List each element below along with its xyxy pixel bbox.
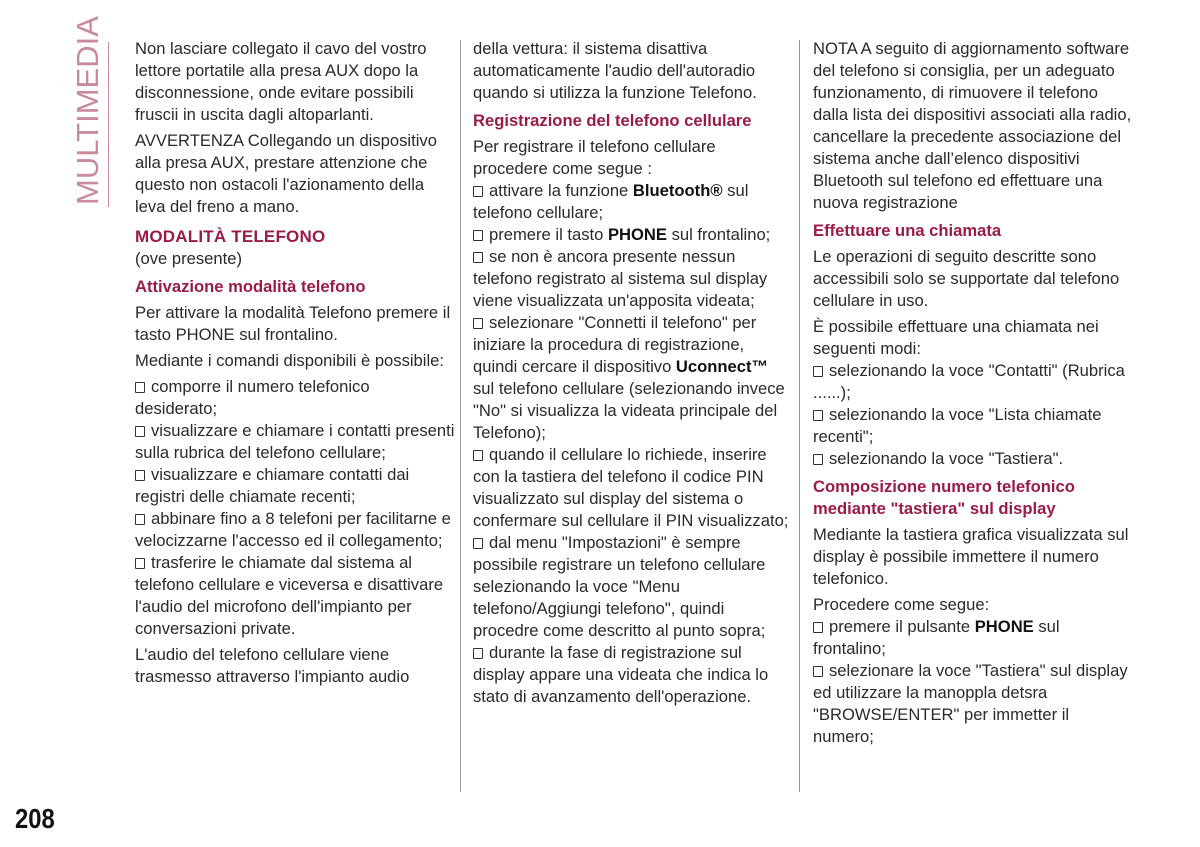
text-run: Mediante i comandi disponibili è possibile: <box>135 351 445 370</box>
checkbox-bullet-icon <box>473 230 483 241</box>
column-1 <box>135 38 455 692</box>
bullet-item <box>813 448 1133 470</box>
text-run: visualizzare e chiamare i contatti presenti sulla rubrica del telefono cellulare; <box>135 421 455 462</box>
bullet-item <box>473 246 793 312</box>
bullet-item <box>473 642 793 708</box>
text-run: attivare la funzione <box>489 181 633 200</box>
paragraph <box>135 130 455 218</box>
text-run: PHONE <box>607 225 667 244</box>
text-run: Composizione numero telefonico mediante "tastiera" sul display <box>813 477 1075 518</box>
column-divider <box>460 40 461 792</box>
text-run: dal menu "Impostazioni" è sempre possibile registrare un telefono cellulare selezionando la voce "Menu telefono/Aggiungi telefono", quindi procedre come descritto al punto sopra; <box>473 533 766 640</box>
checkbox-bullet-icon <box>473 450 483 461</box>
checkbox-bullet-icon <box>135 514 145 525</box>
column-divider <box>799 40 800 792</box>
checkbox-bullet-icon <box>813 366 823 377</box>
checkbox-bullet-icon <box>473 538 483 549</box>
paragraph <box>473 136 793 180</box>
paragraph <box>813 246 1133 312</box>
paragraph <box>813 316 1133 360</box>
text-run: se non è ancora presente nessun telefono registrato al sistema sul display viene visualizzata un'apposita videata; <box>473 247 768 310</box>
text-run: selezionare "Connetti il telefono" per iniziare la procedura di registrazione, quindi cercare il dispositivo <box>473 313 757 376</box>
checkbox-bullet-icon <box>473 318 483 329</box>
bullet-item <box>473 532 793 642</box>
section-heading <box>135 226 455 248</box>
text-run: NOTA A seguito di aggiornamento software del telefono si consiglia, per un adeguato funzionamento, di rimuovere il telefono dalla lista dei dispositivi associati alla radio, cancellare la precedente associazione del sistema anche dall’elenco dispositivi Bluetooth sul telefono ed effettuare una nuova registrazione <box>813 39 1132 212</box>
text-run: sul telefono cellulare; <box>473 181 749 222</box>
bullet-item <box>135 508 455 552</box>
bullet-item <box>813 404 1133 448</box>
subsection-heading <box>473 110 793 132</box>
text-run: Per attivare la modalità Telefono premere il tasto PHONE sul frontalino. <box>135 303 451 344</box>
section-tab-rule <box>108 42 109 207</box>
bullet-item <box>473 180 793 224</box>
bullet-item <box>135 376 455 420</box>
subsection-heading <box>813 476 1133 520</box>
text-run: MODALITÀ TELEFONO <box>135 227 326 246</box>
paragraph <box>135 644 455 688</box>
text-run: (ove presente) <box>135 249 242 268</box>
text-run: sul frontalino; <box>666 225 771 244</box>
text-run: premere il tasto <box>489 225 608 244</box>
checkbox-bullet-icon <box>473 648 483 659</box>
text-run: sul frontalino; <box>813 617 1060 658</box>
text-run: trasferire le chiamate dal sistema al telefono cellulare e viceversa e disattivare l'audio del microfono dell'impianto per conversazioni private. <box>135 553 444 638</box>
text-run: sul telefono cellulare (selezionando invece "No" si visualizza la videata principale del Telefono); <box>473 379 785 442</box>
text-run: Mediante la tastiera grafica visualizzata sul display è possibile immettere il numero telefonico. <box>813 525 1129 588</box>
text-run: Non lasciare collegato il cavo del vostro lettore portatile alla presa AUX dopo la disconnessione, onde evitare possibili fruscii in uscita dagli altoparlanti. <box>135 39 427 124</box>
checkbox-bullet-icon <box>135 558 145 569</box>
bullet-item <box>473 224 793 246</box>
paragraph <box>135 38 455 126</box>
checkbox-bullet-icon <box>813 454 823 465</box>
checkbox-bullet-icon <box>473 252 483 263</box>
paragraph <box>473 38 793 104</box>
text-run: PHONE <box>974 617 1034 636</box>
subsection-heading <box>813 220 1133 242</box>
page-number: 208 <box>15 803 55 834</box>
text-run: visualizzare e chiamare contatti dai registri delle chiamate recenti; <box>135 465 410 506</box>
text-run: Uconnect™ <box>675 357 769 376</box>
text-run: Le operazioni di seguito descritte sono accessibili solo se supportate dal telefono cellulare in uso. <box>813 247 1120 310</box>
checkbox-bullet-icon <box>813 666 823 677</box>
checkbox-bullet-icon <box>135 426 145 437</box>
bullet-item <box>135 464 455 508</box>
paragraph <box>813 524 1133 590</box>
text-run: premere il pulsante <box>829 617 975 636</box>
bullet-item <box>813 616 1133 660</box>
text-run: della vettura: il sistema disattiva automaticamente l'audio dell'autoradio quando si utilizza la funzione Telefono. <box>473 39 757 102</box>
checkbox-bullet-icon <box>135 470 145 481</box>
column-2 <box>473 38 793 712</box>
text-run: L'audio del telefono cellulare viene trasmesso attraverso l'impianto audio <box>135 645 410 686</box>
checkbox-bullet-icon <box>473 186 483 197</box>
subsection-heading <box>135 276 455 298</box>
text-run: selezionare la voce "Tastiera" sul display ed utilizzare la manoppla detsra "BROWSE/ENTER" per immetter il numero; <box>813 661 1128 746</box>
text-run: Attivazione modalità telefono <box>135 277 366 296</box>
text-run: comporre il numero telefonico desiderato; <box>135 377 370 418</box>
checkbox-bullet-icon <box>813 622 823 633</box>
column-3 <box>813 38 1133 752</box>
text-run: Procedere come segue: <box>813 595 990 614</box>
paragraph <box>135 302 455 346</box>
bullet-item <box>473 444 793 532</box>
text-run: selezionando la voce "Lista chiamate recenti"; <box>813 405 1102 446</box>
checkbox-bullet-icon <box>135 382 145 393</box>
section-label: MULTIMEDIA <box>70 16 105 205</box>
bullet-item <box>813 360 1133 404</box>
paragraph <box>813 38 1133 214</box>
text-run: quando il cellulare lo richiede, inserire con la tastiera del telefono il codice PIN visualizzato sul display del sistema o confermare sul cellulare il PIN visualizzato; <box>473 445 789 530</box>
paragraph <box>135 248 455 270</box>
text-run: AVVERTENZA Collegando un dispositivo alla presa AUX, prestare attenzione che questo non ostacoli l'azionamento della leva del freno a mano. <box>135 131 437 216</box>
checkbox-bullet-icon <box>813 410 823 421</box>
bullet-item <box>135 552 455 640</box>
text-run: selezionando la voce "Tastiera". <box>829 449 1064 468</box>
bullet-item <box>473 312 793 444</box>
text-run: Registrazione del telefono cellulare <box>473 111 752 130</box>
bullet-item <box>813 660 1133 748</box>
text-run: durante la fase di registrazione sul display appare una videata che indica lo stato di avanzamento dell'operazione. <box>473 643 769 706</box>
text-run: Bluetooth® <box>632 181 723 200</box>
text-run: Per registrare il telefono cellulare procedere come segue : <box>473 137 716 178</box>
bullet-item <box>135 420 455 464</box>
text-run: Effettuare una chiamata <box>813 221 1002 240</box>
text-run: abbinare fino a 8 telefoni per facilitarne e velocizzarne l'accesso ed il collegamento; <box>135 509 451 550</box>
text-run: selezionando la voce "Contatti" (Rubrica ......); <box>813 361 1125 402</box>
text-run: È possibile effettuare una chiamata nei seguenti modi: <box>813 317 1099 358</box>
paragraph <box>135 350 455 372</box>
paragraph <box>813 594 1133 616</box>
